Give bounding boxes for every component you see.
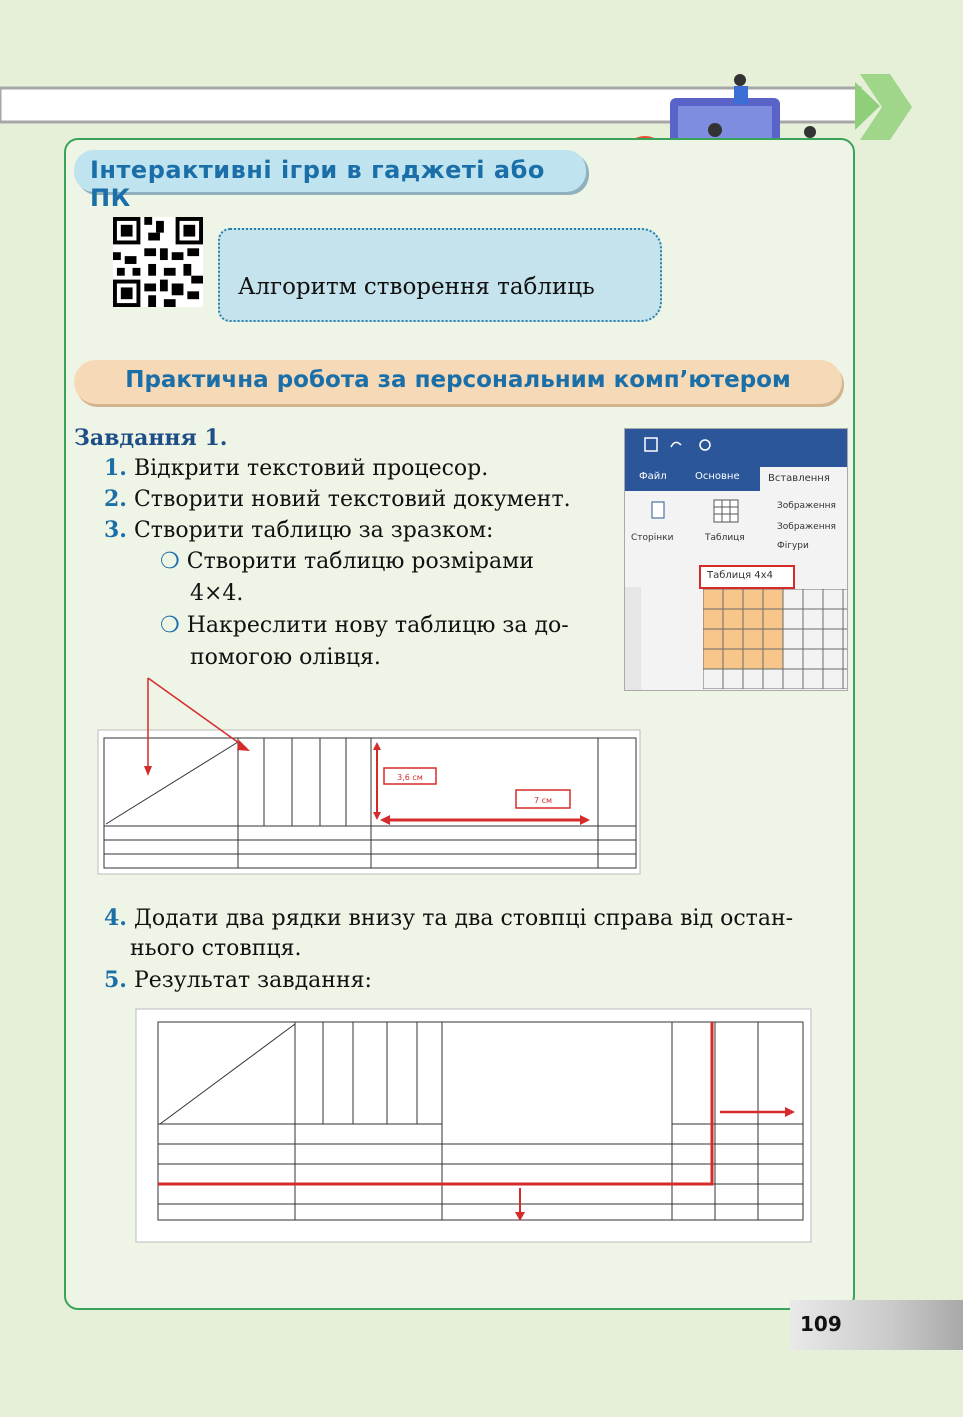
height-label: 3,6 см (397, 773, 423, 782)
vertical-ruler (625, 587, 641, 690)
result-table-figure (135, 1008, 813, 1244)
shapes-label[interactable]: Фігури (777, 541, 809, 551)
step-text: Результат завдання: (133, 968, 372, 993)
substep-2 (160, 613, 569, 638)
word-insert-table-screenshot (624, 428, 848, 691)
step-number: 5. (104, 967, 127, 993)
tab-home[interactable]: Основне (695, 471, 740, 482)
tab-insert-active[interactable] (760, 467, 847, 493)
step-number: 3. (104, 517, 127, 543)
step-4-cont: нього стовпця. (130, 936, 302, 961)
step-number: 1. (104, 455, 127, 481)
step-4 (104, 905, 793, 931)
substep-1 (160, 549, 534, 574)
substep-2-cont: помогою олівця. (190, 645, 381, 670)
step-text: Відкрити текстовий процесор. (133, 456, 489, 481)
step-text: Створити таблицю за зразком: (133, 518, 494, 543)
practice-header (74, 360, 842, 404)
section-title: Інтерактивні ігри в гаджеті або ПК (90, 156, 545, 212)
pages-label[interactable]: Сторінки (631, 533, 674, 543)
step-3 (104, 517, 493, 543)
step-5 (104, 967, 372, 993)
table-size-tooltip (699, 565, 795, 589)
section-header (74, 150, 586, 212)
chevron-arrow-icon (860, 74, 912, 140)
practice-title: Практична робота за персональним комп’ютером (125, 367, 791, 393)
table-size-grid[interactable] (703, 589, 847, 689)
step-number: 2. (104, 486, 127, 512)
table-icon (713, 499, 739, 523)
resource-link-box[interactable] (218, 228, 662, 322)
tab-file[interactable]: Файл (639, 471, 667, 482)
step-text: Створити новий текстовий документ. (133, 487, 571, 512)
substep-text: Накреслити нову таблицю за до- (186, 613, 569, 638)
task-heading: Завдання 1. (74, 425, 228, 451)
table-size-label: Таблиця 4x4 (707, 570, 773, 581)
width-label: 7 см (533, 796, 553, 805)
quick-access-icons (643, 435, 723, 455)
tab-insert: Вставлення (768, 473, 830, 484)
circle-bullet-icon: ❍ (160, 549, 180, 574)
step-1 (104, 455, 488, 481)
substep-1-cont: 4×4. (190, 581, 244, 606)
sample-table-figure (96, 676, 644, 878)
table-button-label[interactable]: Таблиця (705, 533, 745, 543)
page-number: 109 (800, 1312, 842, 1336)
pages-icon (651, 501, 665, 519)
step-text: Додати два рядки внизу та два стовпці справа від остан- (133, 906, 794, 931)
page-number-tab (790, 1300, 963, 1350)
images-label[interactable]: Зображення (777, 501, 836, 511)
step-number: 4. (104, 905, 127, 931)
qr-code-icon[interactable] (112, 217, 204, 307)
resource-title: Алгоритм створення таблиць (238, 274, 595, 300)
circle-bullet-icon: ❍ (160, 613, 180, 638)
step-2 (104, 486, 571, 512)
substep-text: Створити таблицю розмірами (186, 549, 534, 574)
online-images-label[interactable]: Зображення (777, 522, 836, 532)
